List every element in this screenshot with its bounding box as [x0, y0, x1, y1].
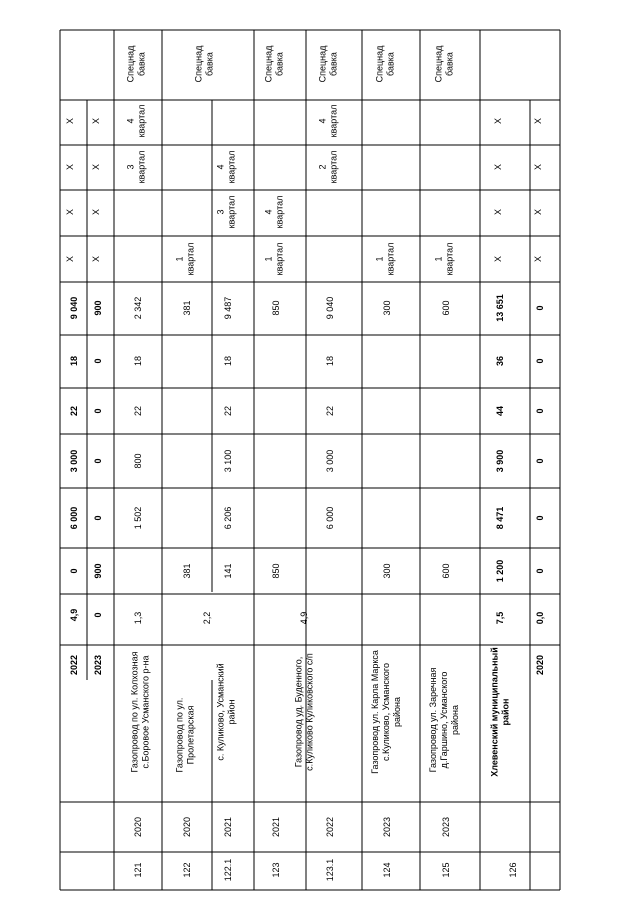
- row-123-1: [318, 45, 339, 881]
- row-122-1-cnt-b: [223, 356, 233, 366]
- row-122-1-object-line: с. Куликово, Усманский: [215, 663, 226, 761]
- row-123-num: [271, 862, 281, 877]
- row-126-2020-cnt-b: [535, 358, 545, 363]
- row-123-merged-length: [299, 612, 309, 625]
- row-125-q1: [434, 243, 455, 276]
- row-122-1-object: [216, 663, 237, 760]
- row-126-2020-q4-line: X: [533, 117, 543, 125]
- row-122-num: [182, 862, 192, 877]
- row-122-1-q4: [216, 151, 237, 184]
- header-year-2022: [69, 655, 79, 675]
- row-124-object-line: района: [392, 696, 402, 728]
- row-126-cnt-a-line: 44: [495, 405, 505, 417]
- row-125-q1-line: 1: [433, 256, 444, 262]
- header-cost-2022-line: 9 040: [69, 296, 79, 320]
- row-121-q3-line: 3: [125, 164, 136, 170]
- row-122-year-line: 2020: [182, 816, 192, 838]
- row-123-merged-object: [294, 653, 315, 771]
- header-flow-c-2022: [69, 450, 79, 473]
- row-121-cost: [133, 297, 143, 320]
- row-126-2020-cnt-a-line: 0: [535, 408, 545, 414]
- row-125-flow-a: [441, 563, 451, 578]
- row-126-2020-q4: [533, 118, 543, 124]
- row-123-1-executor-line: Спецнад: [317, 45, 328, 83]
- row-122-length: [202, 612, 212, 625]
- row-123-1-q3-line: квартал: [328, 150, 339, 184]
- row-122-cost: [182, 300, 192, 315]
- row-122-length-length-line: 2,2: [202, 611, 212, 625]
- header-q4-2023: [91, 118, 101, 124]
- row-126-cnt-b: [495, 356, 505, 366]
- header-cost-2023-line: 900: [93, 300, 103, 316]
- row-122-1-flow-c: [223, 450, 233, 473]
- row-126-2020-flow-b-line: 0: [535, 515, 545, 521]
- row-122-executor: [194, 45, 215, 83]
- header-cnt-b-2022-line: 18: [69, 355, 79, 367]
- row-124-num: [382, 862, 392, 877]
- header-year-2023: [93, 655, 103, 675]
- row-126-2020-q1: [533, 256, 543, 262]
- row-124-q1-line: квартал: [385, 242, 396, 276]
- row-121-executor: [126, 45, 147, 83]
- row-123-executor-line: Спецнад: [263, 45, 274, 83]
- row-126-2020-q3-line: X: [533, 163, 543, 171]
- row-122-1-num: [223, 859, 233, 882]
- header-cnt-a-2023: [93, 408, 103, 413]
- row-126-2020: [533, 118, 545, 675]
- row-121-cnt-a: [133, 406, 143, 416]
- header-year-2023-line: 2023: [93, 654, 103, 676]
- row-126: [490, 118, 519, 878]
- header-q4-2022-line: X: [65, 117, 75, 125]
- row-123-1-year: [325, 817, 335, 837]
- row-124-object-line: с.Куликово, Усманского: [381, 663, 391, 761]
- row-126-num: [508, 862, 518, 877]
- row-126-flow-c: [495, 450, 505, 473]
- row-121-q3-line: квартал: [136, 150, 147, 184]
- row-124-executor-line: Спецнад: [374, 45, 385, 83]
- row-123-1-flow-c-line: 3 000: [325, 449, 335, 473]
- row-122-q1-line: квартал: [185, 242, 196, 276]
- row-123-q2-line: 4: [263, 209, 274, 215]
- header-cnt-b-2023: [93, 358, 103, 363]
- row-122: [175, 45, 215, 878]
- row-124-flow-a: [382, 563, 392, 578]
- header-q1-2022: [65, 256, 75, 262]
- row-126-2020-flow-a: [535, 568, 545, 573]
- row-122-1-cost: [223, 297, 233, 320]
- header-cnt-b-2023-line: 0: [93, 358, 103, 364]
- row-121-object: [130, 651, 151, 772]
- row-122-q1-line: 1: [174, 256, 185, 262]
- row-123-1-flow-b-line: 6 000: [325, 506, 335, 530]
- row-122-1-flow-b: [223, 507, 233, 530]
- row-121-q3: [126, 151, 147, 184]
- header-q4-2022: [65, 118, 75, 124]
- row-126-cnt-a: [495, 406, 505, 416]
- row-125-q1-line: квартал: [444, 242, 455, 276]
- row-126-2020-year-line: 2020: [535, 654, 545, 676]
- header-q2-2022-line: X: [65, 208, 75, 216]
- row-126-2020-q2: [533, 209, 543, 215]
- row-126-flow-a: [495, 560, 505, 583]
- row-122-executor-line: Спецнад: [193, 45, 204, 83]
- row-125-year-line: 2023: [441, 816, 451, 838]
- row-125-executor-line: бавка: [444, 52, 455, 76]
- row-123-q1-line: квартал: [274, 242, 285, 276]
- row-126-2020-q3: [533, 164, 543, 170]
- row-126-object-line: район: [500, 698, 511, 726]
- row-123-1-cnt-a-line: 22: [325, 405, 335, 417]
- row-126-flow-c-line: 3 900: [495, 449, 505, 473]
- header-flow-b-2022-line: 6 000: [69, 506, 79, 530]
- row-126-2020-flow-b: [535, 515, 545, 520]
- row-126-q2-line: X: [493, 208, 503, 216]
- row-123-1-q4-line: квартал: [328, 104, 339, 138]
- row-123-1-cost-line: 9 040: [325, 296, 335, 320]
- row-121-q4: [126, 105, 147, 138]
- row-123-merged: [294, 612, 315, 771]
- row-125-cost-line: 600: [441, 300, 451, 316]
- row-123-flow-a: [271, 563, 281, 578]
- row-122-1-cost-line: 9 487: [223, 296, 233, 320]
- row-123-1-q3-line: 2: [317, 164, 328, 170]
- row-124-year: [382, 817, 392, 837]
- row-126-2020-flow-c: [535, 458, 545, 463]
- row-123-1-cnt-a: [325, 406, 335, 416]
- row-126-2020-cnt-b-line: 0: [535, 358, 545, 364]
- row-125-flow-a-line: 600: [441, 563, 451, 579]
- header-cost-2023: [93, 300, 103, 315]
- row-121-flow-c-line: 800: [133, 453, 143, 469]
- row-126-flow-a-line: 1 200: [495, 559, 505, 583]
- row-123-merged-length-line: 4,9: [299, 611, 309, 625]
- row-126-object: [490, 647, 511, 776]
- row-126-2020-flow-a-line: 0: [535, 568, 545, 574]
- row-126-2020-q1-line: X: [533, 255, 543, 263]
- row-125-object: [428, 668, 460, 773]
- row-123-flow-a-line: 850: [271, 563, 281, 579]
- header-flow-a-2022-line: 0: [69, 568, 79, 574]
- row-121-executor-line: бавка: [136, 52, 147, 76]
- row-121-executor-line: Спецнад: [125, 45, 136, 83]
- row-121-cnt-b: [133, 356, 143, 366]
- header-cnt-a-2022-line: 22: [69, 405, 79, 417]
- row-126-length-line: 7,5: [495, 611, 505, 625]
- row-124-object: [370, 650, 402, 774]
- row-126-2020-q2-line: X: [533, 208, 543, 216]
- row-124-num-line: 124: [382, 862, 392, 878]
- row-123-1-executor: [318, 45, 339, 83]
- row-123-q1-line: 1: [263, 256, 274, 262]
- row-122-1-q3-line: квартал: [226, 195, 237, 229]
- row-122-1-flow-c-line: 3 100: [223, 449, 233, 473]
- row-126-num-line: 126: [508, 862, 518, 878]
- row-121-object-line: Газопровод по ул. Колхозная: [129, 651, 140, 773]
- row-126-q1-line: X: [493, 255, 503, 263]
- row-126-object-line: Хлевенский муниципальный: [489, 647, 500, 777]
- row-126-2020-cost-line: 0: [535, 305, 545, 311]
- header-q3-2023-line: X: [91, 163, 101, 171]
- row-122-1-year: [223, 817, 233, 837]
- header-q4-2023-line: X: [91, 117, 101, 125]
- row-123-1-num: [325, 859, 335, 882]
- row-123-q2: [264, 196, 285, 229]
- row-121-num-line: 121: [133, 862, 143, 878]
- header-flow-c-2022-line: 3 000: [69, 449, 79, 473]
- row-123-num-line: 123: [271, 862, 281, 878]
- row-124: [370, 45, 402, 878]
- row-122-1-object-line: район: [226, 699, 237, 725]
- row-122-1-flow-a-line: 141: [223, 563, 233, 579]
- row-121-cost-line: 2 342: [133, 296, 143, 320]
- row-126-2020-year: [535, 655, 545, 675]
- row-124-flow-a-line: 300: [382, 563, 392, 579]
- row-123-1-year-line: 2022: [325, 816, 335, 838]
- row-123-1-q4-line: 4: [317, 118, 328, 124]
- row-122-1-year-line: 2021: [223, 816, 233, 838]
- header-q1-2023-line: X: [91, 255, 101, 263]
- row-125-year: [441, 817, 451, 837]
- row-123-1-num-line: 123.1: [325, 858, 335, 882]
- row-123-1-flow-b: [325, 507, 335, 530]
- row-126-flow-b: [495, 507, 505, 530]
- row-121-q4-line: квартал: [136, 104, 147, 138]
- header-flow-b-2023-line: 0: [93, 515, 103, 521]
- row-125-num-line: 125: [441, 862, 451, 878]
- row-122-flow-a: [182, 563, 192, 578]
- header-flow-c-2023: [93, 458, 103, 463]
- row-122-1-flow-a: [223, 563, 233, 578]
- row-122-1-cnt-a-line: 22: [223, 405, 233, 417]
- row-124-q1-line: 1: [374, 256, 385, 262]
- row-123-cost: [271, 300, 281, 315]
- row-123-1-q3: [318, 151, 339, 184]
- header-q2-2023: [91, 209, 101, 215]
- row-124-executor-line: бавка: [385, 52, 396, 76]
- header-q1-2022-line: X: [65, 255, 75, 263]
- row-122-num-line: 122: [182, 862, 192, 878]
- row-123: [264, 45, 285, 878]
- row-126-q3: [493, 164, 503, 170]
- row-126-cost-line: 13 651: [495, 294, 505, 322]
- header-length-2023-line: 0: [93, 612, 103, 618]
- header-q2-2023-line: X: [91, 208, 101, 216]
- row-126-q2: [493, 209, 503, 215]
- row-122-1-cnt-a: [223, 406, 233, 416]
- row-122-executor-line: бавка: [204, 52, 215, 76]
- row-124-cost-line: 300: [382, 300, 392, 316]
- row-126-2020-flow-c-line: 0: [535, 458, 545, 464]
- row-123-executor-line: бавка: [274, 52, 285, 76]
- row-126-cost: [495, 294, 505, 322]
- row-122-1: [216, 151, 237, 882]
- row-122-year: [182, 817, 192, 837]
- row-121-length: [133, 612, 143, 625]
- row-126-q1: [493, 256, 503, 262]
- row-121: [126, 45, 151, 878]
- row-121-flow-c: [133, 453, 143, 468]
- header-flow-b-2023: [93, 515, 103, 520]
- row-123-year: [271, 817, 281, 837]
- header-flow-a-2022: [69, 568, 79, 573]
- row-121-cnt-b-line: 18: [133, 355, 143, 367]
- row-121-num: [133, 862, 143, 877]
- row-126-q4: [493, 118, 503, 124]
- row-122-1-flow-b-line: 6 206: [223, 506, 233, 530]
- row-121-object-line: с.Боровое Усманского р-на: [140, 655, 151, 769]
- row-126-q3-line: X: [493, 163, 503, 171]
- row-123-q2-line: квартал: [274, 195, 285, 229]
- header-flow-a-2023: [93, 563, 103, 578]
- row-125-object-line: Газопровод ул. Заречная: [428, 667, 438, 773]
- header-flow-b-2022: [69, 507, 79, 530]
- row-122-1-cnt-b-line: 18: [223, 355, 233, 367]
- row-123-year-line: 2021: [271, 816, 281, 838]
- row-123-1-cost: [325, 297, 335, 320]
- row-123-merged-object-line: с.Куликово Куликовского с/п: [304, 653, 315, 771]
- row-126-cnt-b-line: 36: [495, 355, 505, 367]
- row-122-1-num-line: 122.1: [223, 858, 233, 882]
- row-123-1-cnt-b-line: 18: [325, 355, 335, 367]
- row-123-1-flow-c: [325, 450, 335, 473]
- row-125-num: [441, 862, 451, 877]
- row-121-year: [133, 817, 143, 837]
- row-126-q4-line: X: [493, 117, 503, 125]
- header-cnt-a-2022: [69, 406, 79, 416]
- row-122-object-line: Газопровод по ул.: [174, 697, 185, 773]
- row-121-length-line: 1,3: [133, 611, 143, 625]
- row-125-object-line: района: [450, 704, 460, 736]
- row-123-merged-object-line: Газопровод уд. Буденного,: [293, 656, 304, 768]
- header-q2-2022: [65, 209, 75, 215]
- row-124-executor: [375, 45, 396, 83]
- row-122-1-q3-line: 3: [215, 209, 226, 215]
- header-length-2022: [69, 609, 79, 622]
- header-cnt-a-2023-line: 0: [93, 408, 103, 414]
- row-124-q1: [375, 243, 396, 276]
- row-123-1-cnt-b: [325, 356, 335, 366]
- row-126-2020-length-line: 0,0: [535, 611, 545, 625]
- row-123-1-executor-line: бавка: [328, 52, 339, 76]
- header-flow-c-2023-line: 0: [93, 458, 103, 464]
- header-length-2023: [93, 612, 103, 617]
- header-cnt-b-2022: [69, 356, 79, 366]
- header-q3-2022-line: X: [65, 163, 75, 171]
- row-122-1-q3: [216, 196, 237, 229]
- row-122-length-length: [202, 612, 212, 625]
- header-length-2022-line: 4,9: [69, 608, 79, 622]
- row-122-flow-a-line: 381: [182, 563, 192, 579]
- header-flow-a-2023-line: 900: [93, 563, 103, 579]
- row-125: [428, 45, 460, 878]
- row-126-2020-cost: [535, 305, 545, 310]
- row-126-length: [495, 612, 505, 625]
- row-122-1-q4-line: 4: [215, 164, 226, 170]
- row-123-q1: [264, 243, 285, 276]
- row-122-object: [175, 698, 196, 773]
- header-year-2022-line: 2022: [69, 654, 79, 676]
- row-125-executor: [434, 45, 455, 83]
- row-124-cost: [382, 300, 392, 315]
- row-122-object-line: Пролетарская: [185, 705, 196, 765]
- row-121-flow-b-line: 1 502: [133, 506, 143, 530]
- header-q3-2023: [91, 164, 101, 170]
- row-123-cost-line: 850: [271, 300, 281, 316]
- row-123-executor: [264, 45, 285, 83]
- header-cost-2022: [69, 297, 79, 320]
- row-122-q1: [175, 243, 196, 276]
- row-123-1-q4: [318, 105, 339, 138]
- row-121-q4-line: 4: [125, 118, 136, 124]
- row-125-object-line: д.Гаршино, Усманского: [439, 671, 449, 769]
- header-q3-2022: [65, 164, 75, 170]
- row-125-executor-line: Спецнад: [433, 45, 444, 83]
- row-126-2020-length: [535, 612, 545, 625]
- row-125-cost: [441, 300, 451, 315]
- header-q1-2023: [91, 256, 101, 262]
- row-122-cost-line: 381: [182, 300, 192, 316]
- row-126-flow-b-line: 8 471: [495, 506, 505, 530]
- row-126-2020-cnt-a: [535, 408, 545, 413]
- table-cells: [65, 45, 545, 881]
- row-121-flow-b: [133, 507, 143, 530]
- row-122-1-q4-line: квартал: [226, 150, 237, 184]
- row-121-cnt-a-line: 22: [133, 405, 143, 417]
- row-124-object-line: Газопровод ул. Карла Маркса: [370, 650, 380, 774]
- header: [65, 118, 103, 675]
- row-121-year-line: 2020: [133, 816, 143, 838]
- row-124-year-line: 2023: [382, 816, 392, 838]
